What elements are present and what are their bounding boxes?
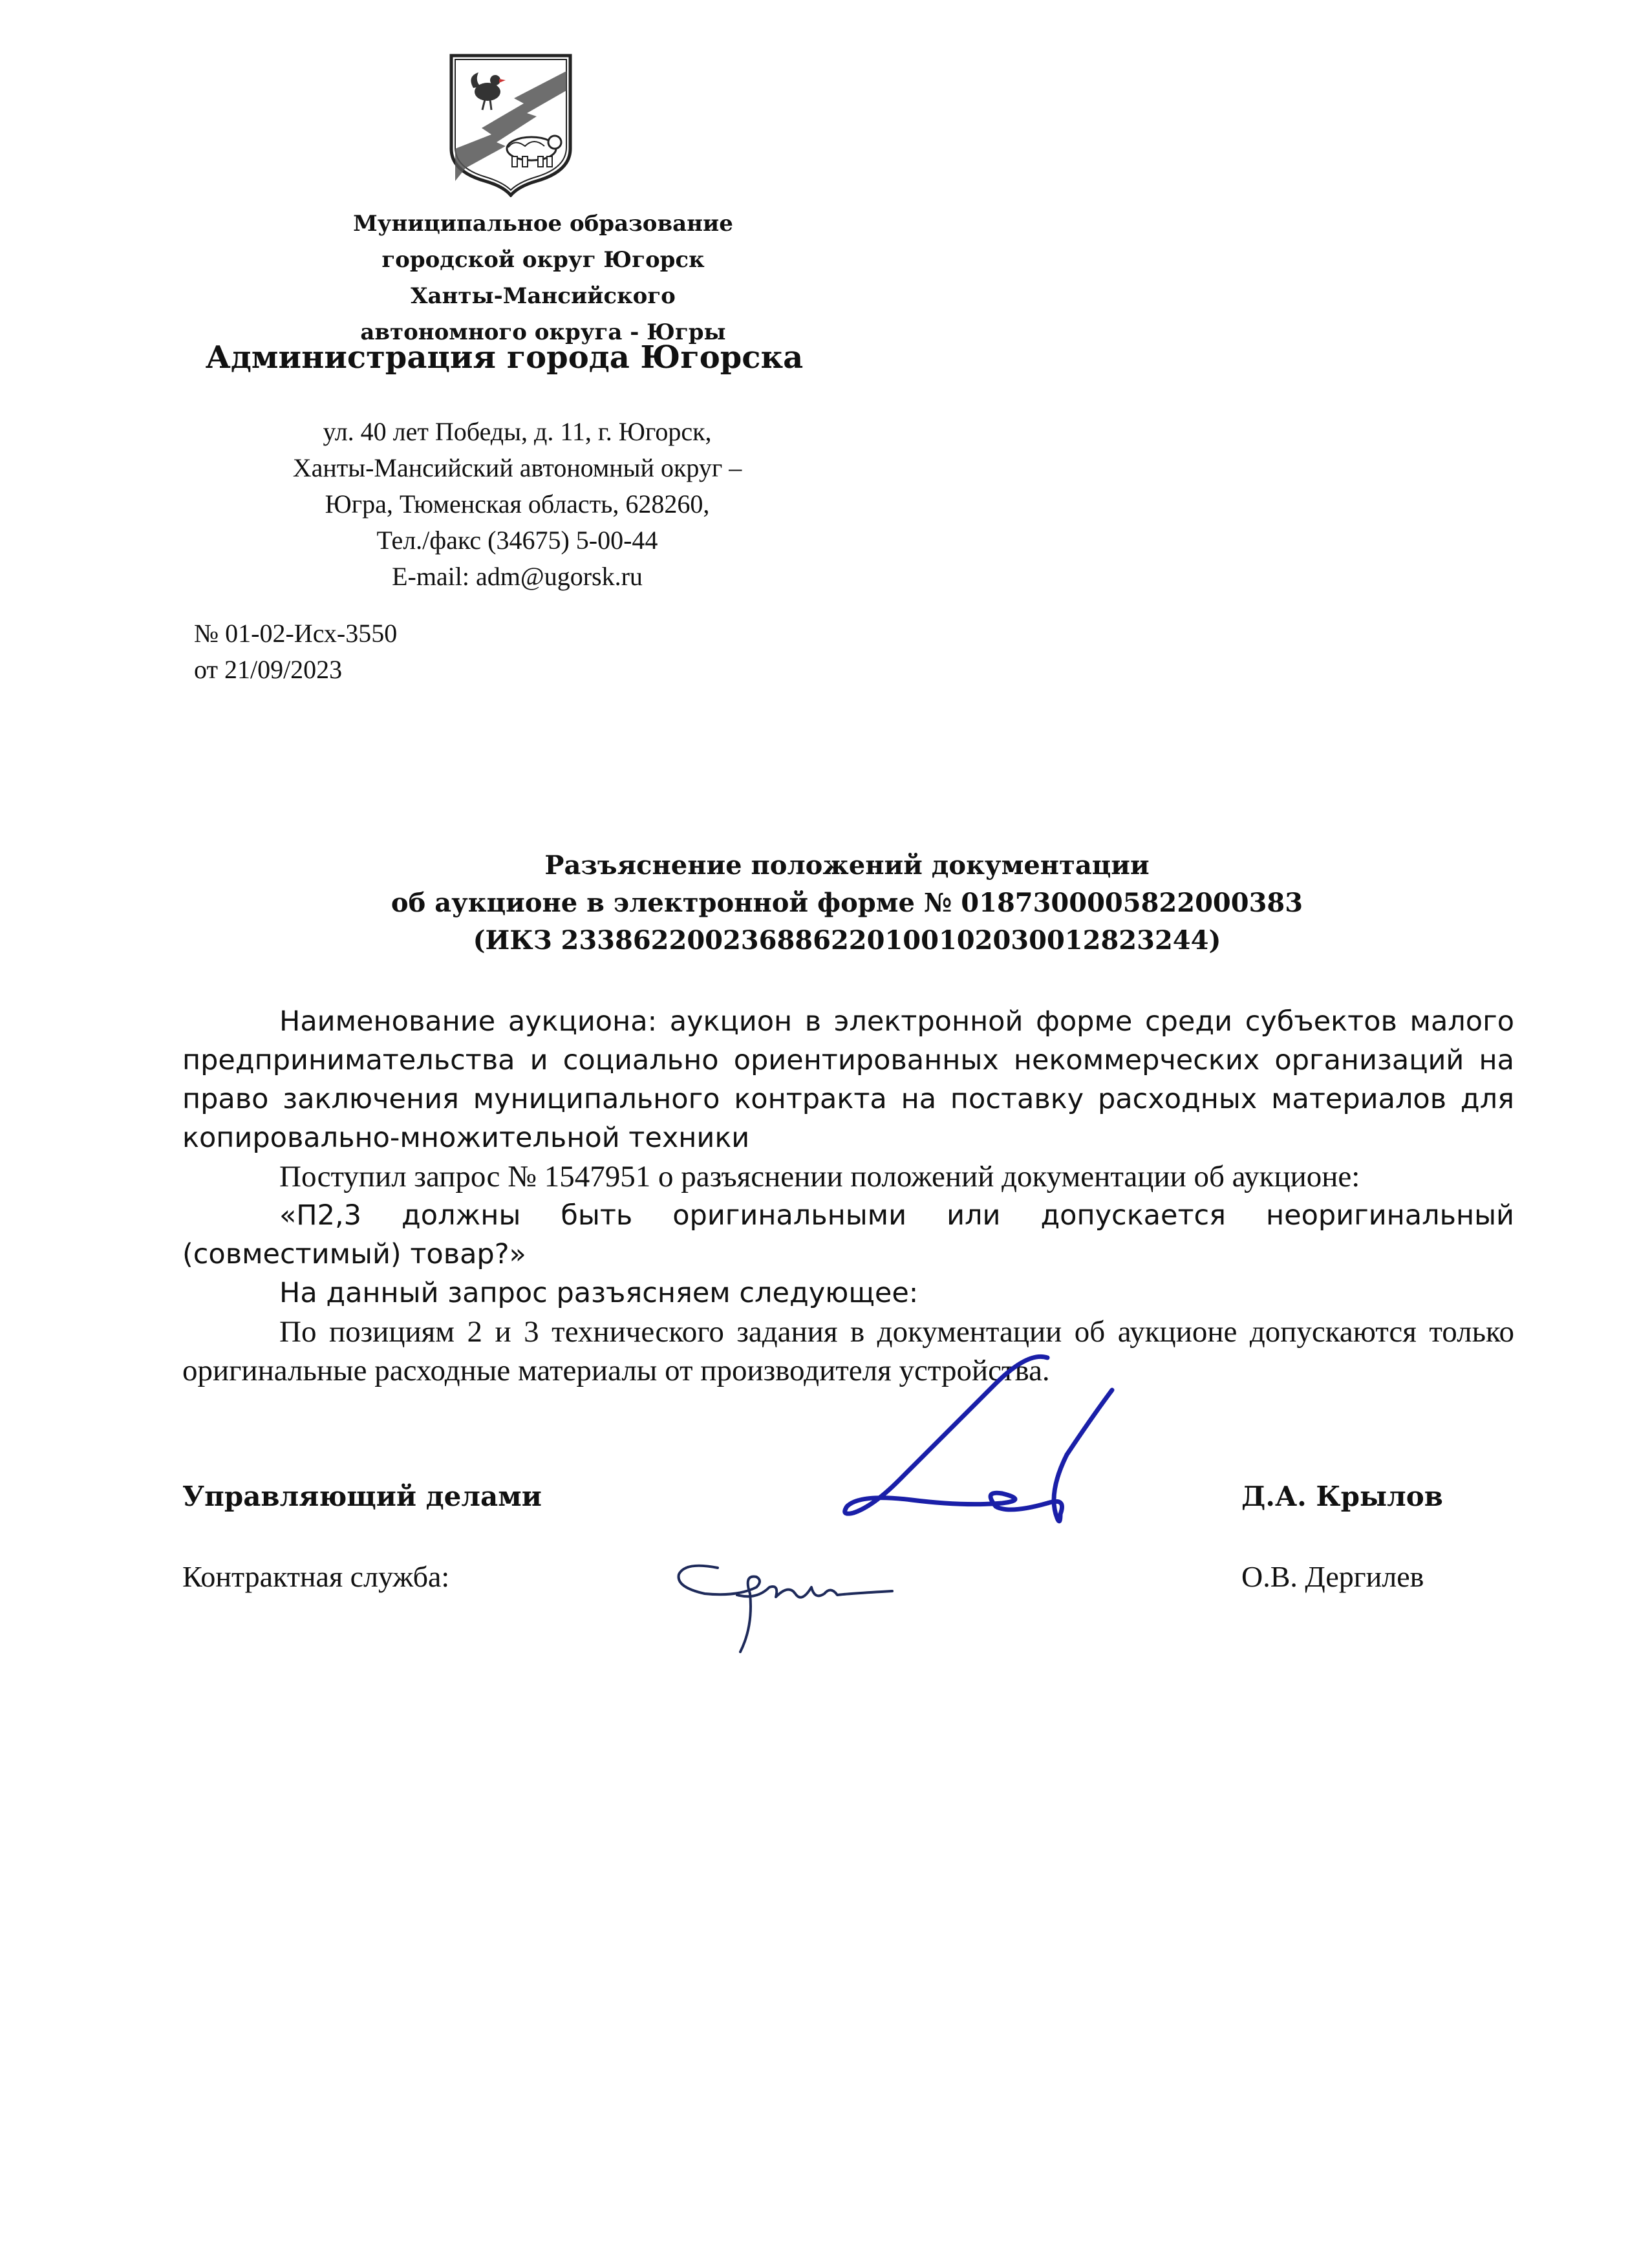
- org-line: Ханты-Мансийского: [411, 283, 676, 309]
- signer-name-2: О.В. Дергилев: [1241, 1560, 1424, 1593]
- address-block: [194, 414, 841, 595]
- paragraph-request: Поступил запрос № 1547951 о разъяснении положений документации об аукционе:: [279, 1160, 1360, 1193]
- address-line: Югра, Тюменская область, 628260,: [325, 489, 710, 519]
- title-line: Разъяснение положений документации: [544, 850, 1150, 881]
- signer-role-1: Управляющий делами: [182, 1481, 542, 1512]
- paragraph-auction-name: Наименование аукциона: аукцион в электронной форме среди субъектов малого предпринимательства и социально ориентированных некоммерческих организаций на право заключения муниципального контракта на поставку расходных материалов для копировально-множительной техники: [182, 1005, 1514, 1154]
- yugorsk-coat-of-arms-icon: [446, 52, 575, 197]
- title-line: об аукционе в электронной форме № 0187300005822000383: [391, 888, 1303, 918]
- paragraph-answer: По позициям 2 и 3 технического задания в документации об аукционе допускаются только оригинальные расходные материалы от производителя устройства.: [182, 1315, 1514, 1387]
- signer-role-2: Контрактная служба:: [182, 1560, 450, 1593]
- org-line: городской округ Югорск: [381, 247, 705, 273]
- handwritten-signature-2: [659, 1548, 899, 1658]
- org-line: автономного округа - Югры: [360, 319, 726, 345]
- document-body: [182, 1002, 1514, 1390]
- administration-title: Администрация города Югорска: [205, 339, 804, 376]
- email-line: E-mail: adm@ugorsk.ru: [392, 562, 643, 591]
- outgoing-date: от 21/09/2023: [194, 655, 343, 684]
- paragraph-answer-intro: На данный запрос разъясняем следующее:: [279, 1277, 919, 1309]
- outgoing-number: № 01-02-Исх-3550: [194, 619, 398, 648]
- org-line: Муниципальное образование: [353, 211, 733, 237]
- title-line: (ИКЗ 233862200236886220100102030012823244): [473, 925, 1221, 956]
- registration-block: [194, 615, 582, 688]
- address-line: ул. 40 лет Победы, д. 11, г. Югорск,: [323, 417, 712, 446]
- signer-name-1: Д.А. Крылов: [1241, 1481, 1443, 1512]
- phone-line: Тел./факс (34675) 5-00-44: [376, 526, 658, 555]
- paragraph-quote: «П2,3 должны быть оригинальными или допускается неоригинальный (совместимый) товар?»: [182, 1199, 1514, 1270]
- address-line: Ханты-Мансийский автономный округ –: [292, 453, 742, 482]
- handwritten-signature-1: [834, 1345, 1125, 1539]
- organization-header: [220, 206, 866, 350]
- document-title: [181, 847, 1513, 959]
